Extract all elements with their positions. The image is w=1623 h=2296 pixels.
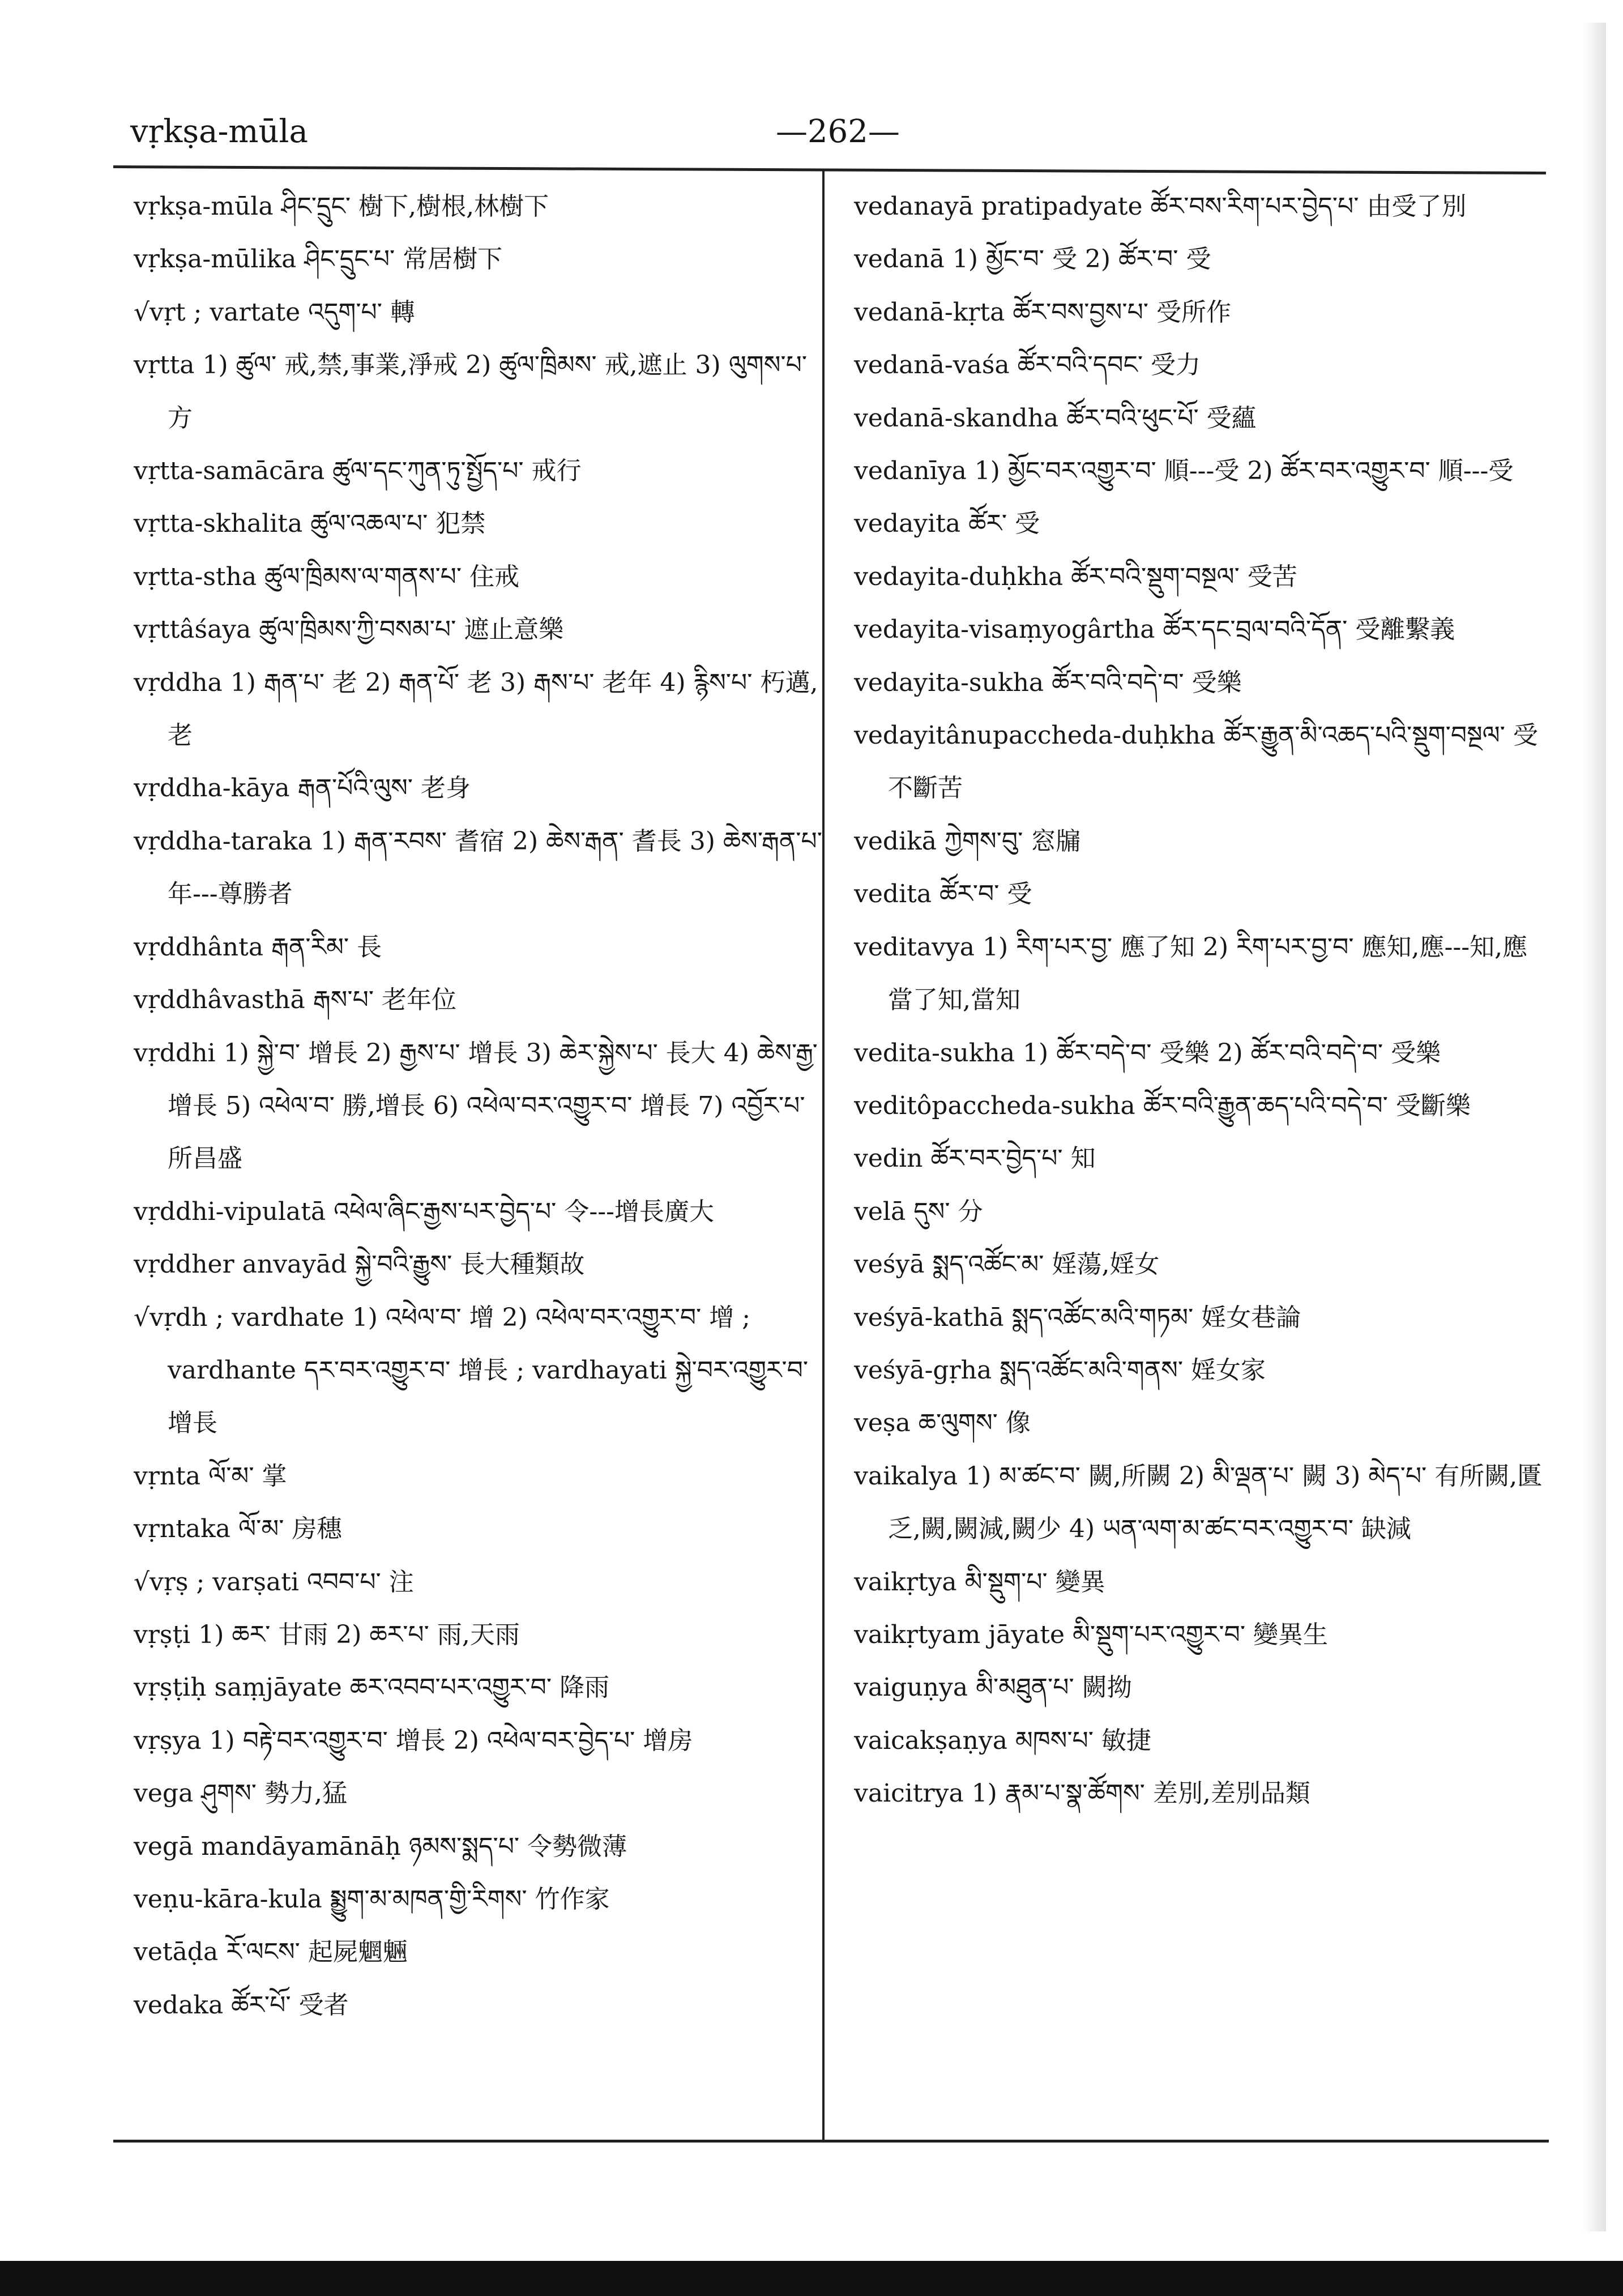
dictionary-entry: vṛtta 1) ཚུལ་ 戒,禁,事業,淨戒 2) ཚུལ་ཁྲིམས་ 戒,遮止 3) ལུགས་པ་ 方 (134, 351, 808, 433)
page-number: —262— (776, 113, 900, 150)
dictionary-entry: vedanayā pratipadyate ཚོར་བས་རིག་པར་བྱེད་པ་ 由受了別 (854, 192, 1467, 221)
dictionary-entry: vedanā-skandha ཚོར་བའི་ཕུང་པོ་ 受蘊 (854, 403, 1257, 433)
dictionary-entry: vṛddhi-vipulatā འཕེལ་ཞིང་རྒྱས་པར་བྱེད་པ་ 令---增長廣大 (134, 1197, 714, 1226)
dictionary-entry: √vṛt ; vartate འདུག་པ་ 轉 (134, 297, 415, 327)
dictionary-entry: vṛddhânta རྒན་རིམ་ 長 (134, 932, 382, 962)
dictionary-entry: vṛkṣa-mūlika ཤིང་དྲུང་པ་ 常居樹下 (134, 245, 503, 274)
dictionary-entry: vaikṛtyam jāyate མི་སྡུག་པར་འགྱུར་བ་ 變異生 (854, 1620, 1329, 1649)
dictionary-entry: vedanā-vaśa ཚོར་བའི་དབང་ 受力 (854, 351, 1201, 380)
dictionary-entry: vedayita-duḥkha ཚོར་བའི་སྡུག་བསྔལ་ 受苦 (854, 562, 1297, 591)
page-header (130, 113, 1555, 170)
page-edge-shadow (1583, 23, 1606, 2231)
dictionary-entry: vedanīya 1) མྱོང་བར་འགྱུར་བ་ 順---受 2) ཚོར་བར་འགྱུར་བ་ 順---受 (854, 456, 1514, 486)
dictionary-entry: vedikā ཀྱེགས་བུ་ 窓牖 (854, 826, 1081, 856)
dictionary-entry: vaikṛtya མི་སྡུག་པ་ 變異 (854, 1567, 1105, 1597)
dictionary-entry: vedin ཚོར་བར་བྱེད་པ་ 知 (854, 1144, 1096, 1173)
scan-bottom-band (0, 2261, 1623, 2296)
dictionary-entry: vedita ཚོར་བ་ 受 (854, 880, 1032, 909)
dictionary-entry: vṛkṣa-mūla ཤིང་དྲུང་ 樹下,樹根,林樹下 (134, 192, 549, 221)
dictionary-entry: veśyā-gṛha སྨད་འཚོང་མའི་གནས་ 婬女家 (854, 1355, 1266, 1385)
dictionary-entry: vṛtta-samācāra ཚུལ་དང་ཀུན་ཏུ་སྤྱོད་པ་ 戒行 (134, 456, 582, 486)
dictionary-entry: vedita-sukha 1) ཚོར་བདེ་བ་ 受樂 2) ཚོར་བའི་བདེ་བ་ 受樂 (854, 1038, 1441, 1068)
dictionary-entry: √vṛdh ; vardhate 1) འཕེལ་བ་ 增 2) འཕེལ་བར་འགྱུར་བ་ 增 ; vardhante དར་བར་འགྱུར་བ་ 增長 ; vardhayati སྐྱེ་བར་འགྱུར་བ་ 增長 (134, 1303, 809, 1438)
dictionary-entry: vṛddhi 1) སྐྱེ་བ་ 增長 2) རྒྱས་པ་ 增長 3) ཆེར་སྐྱེས་པ་ 長大 4) ཆེས་རྒྱ་ 增長 5) འཕེལ་བ་ 勝,增長 6) འཕེལ་བར་འགྱུར་བ་ 增長 7) འབྱོར་པ་ 所昌盛 (134, 1038, 818, 1173)
dictionary-entry: vṛṣṭiḥ saṃjāyate ཆར་འབབ་པར་འགྱུར་བ་ 降雨 (134, 1673, 610, 1702)
dictionary-entry: vṛddha-kāya རྒན་པོའི་ལུས་ 老身 (134, 774, 471, 803)
dictionary-entry: vṛtta-stha ཚུལ་ཁྲིམས་ལ་གནས་པ་ 住戒 (134, 562, 520, 591)
dictionary-entry: vedayita-sukha ཚོར་བའི་བདེ་བ་ 受樂 (854, 668, 1242, 697)
dictionary-entry: vṛttâśaya ཚུལ་ཁྲིམས་ཀྱི་བསམ་པ་ 遮止意樂 (134, 615, 564, 645)
dictionary-entry: vedayita-visaṃyogârtha ཚོར་དང་བྲལ་བའི་དོན་ 受離繫義 (854, 615, 1455, 645)
dictionary-entry: vedanā 1) མྱོང་བ་ 受 2) ཚོར་བ་ 受 (854, 245, 1211, 274)
dictionary-entry: vaicitrya 1) རྣམ་པ་སྣ་ཚོགས་ 差別,差別品類 (854, 1779, 1310, 1808)
dictionary-entry: velā དུས་ 分 (854, 1197, 983, 1226)
dictionary-entry: veṣa ཆ་ལུགས་ 像 (854, 1409, 1031, 1438)
dictionary-entry: vṛṣṭi 1) ཆར་ 甘雨 2) ཆར་པ་ 雨,天雨 (134, 1620, 520, 1649)
dictionary-entry: vega ཤུགས་ 勢力,猛 (134, 1779, 347, 1808)
dictionary-entry: vṛṣya 1) བརྟེ་བར་འགྱུར་བ་ 增長 2) འཕེལ་བར་བྱེད་པ་ 增房 (134, 1726, 693, 1755)
dictionary-entry: vedayitânupaccheda-duḥkha ཚོར་རྒྱུན་མི་འཆད་པའི་སྡུག་བསྔལ་ 受不斷苦 (854, 721, 1538, 803)
dictionary-entry: veṇu-kāra-kula སྨྱུག་མ་མཁན་གྱི་རིགས་ 竹作家 (134, 1885, 610, 1914)
dictionary-entry: vedanā-kṛta ཚོར་བས་བྱས་པ་ 受所作 (854, 297, 1232, 327)
left-column (134, 180, 825, 2032)
dictionary-entry: veśyā སྨད་འཚོང་མ་ 婬蕩,婬女 (854, 1250, 1160, 1279)
dictionary-entry: vṛddha-taraka 1) རྒན་རབས་ 耆宿 2) ཆེས་རྒན་ 耆長 3) ཆེས་རྒན་པ་ 年---尊勝者 (134, 826, 822, 909)
dictionary-entry: vetāḍa རོ་ལངས་ 起屍魍魎 (134, 1937, 408, 1967)
dictionary-entry: vṛnta ལོ་མ་ 掌 (134, 1461, 287, 1491)
dictionary-entry: veditavya 1) རིག་པར་བྱ་ 應了知 2) རིག་པར་བྱ་བ་ 應知,應---知,應當了知,當知 (854, 932, 1528, 1015)
right-column (854, 180, 1545, 1820)
dictionary-entry: veśyā-kathā སྨད་འཚོང་མའི་གཏམ་ 婬女巷論 (854, 1303, 1301, 1332)
dictionary-entry: vṛddher anvayād སྐྱེ་བའི་རྒྱུས་ 長大種類故 (134, 1250, 585, 1279)
dictionary-entry: vṛddha 1) རྒན་པ་ 老 2) རྒན་པོ་ 老 3) རྒས་པ་ 老年 4) རྙིས་པ་ 朽邁,老 (134, 668, 818, 750)
dictionary-entry: vedayita ཚོར་ 受 (854, 509, 1040, 539)
dictionary-entry: vaiguṇya མི་མཐུན་པ་ 闕拗 (854, 1673, 1132, 1702)
running-head: vṛkṣa-mūla (130, 113, 308, 150)
dictionary-entry: vaikalya 1) མ་ཚང་བ་ 闕,所闕 2) མི་ལྡན་པ་ 闕 3) མེད་པ་ 有所闕,匱乏,闕,闕減,闕少 4) ཡན་ལག་མ་ཚང་བར་འགྱུར་བ་ 缺減 (854, 1461, 1543, 1544)
dictionary-entry: vṛtta-skhalita ཚུལ་འཆལ་པ་ 犯禁 (134, 509, 486, 539)
dictionary-entry: √vṛṣ ; varṣati འབབ་པ་ 注 (134, 1567, 414, 1597)
footer-rule (113, 2140, 1549, 2143)
dictionary-entry: vegā mandāyamānāḥ ཉམས་སྨད་པ་ 令勢微薄 (134, 1832, 627, 1861)
dictionary-entry: veditôpaccheda-sukha ཚོར་བའི་རྒྱུན་ཆད་པའི་བདེ་བ་ 受斷樂 (854, 1091, 1471, 1120)
dictionary-entry: vṛddhâvasthā རྒས་པ་ 老年位 (134, 985, 457, 1015)
dictionary-entry: vṛntaka ལོ་མ་ 房穗 (134, 1514, 342, 1544)
dictionary-entry: vaicakṣaṇya མཁས་པ་ 敏捷 (854, 1726, 1151, 1755)
dictionary-entry: vedaka ཚོར་པོ་ 受者 (134, 1990, 349, 2020)
